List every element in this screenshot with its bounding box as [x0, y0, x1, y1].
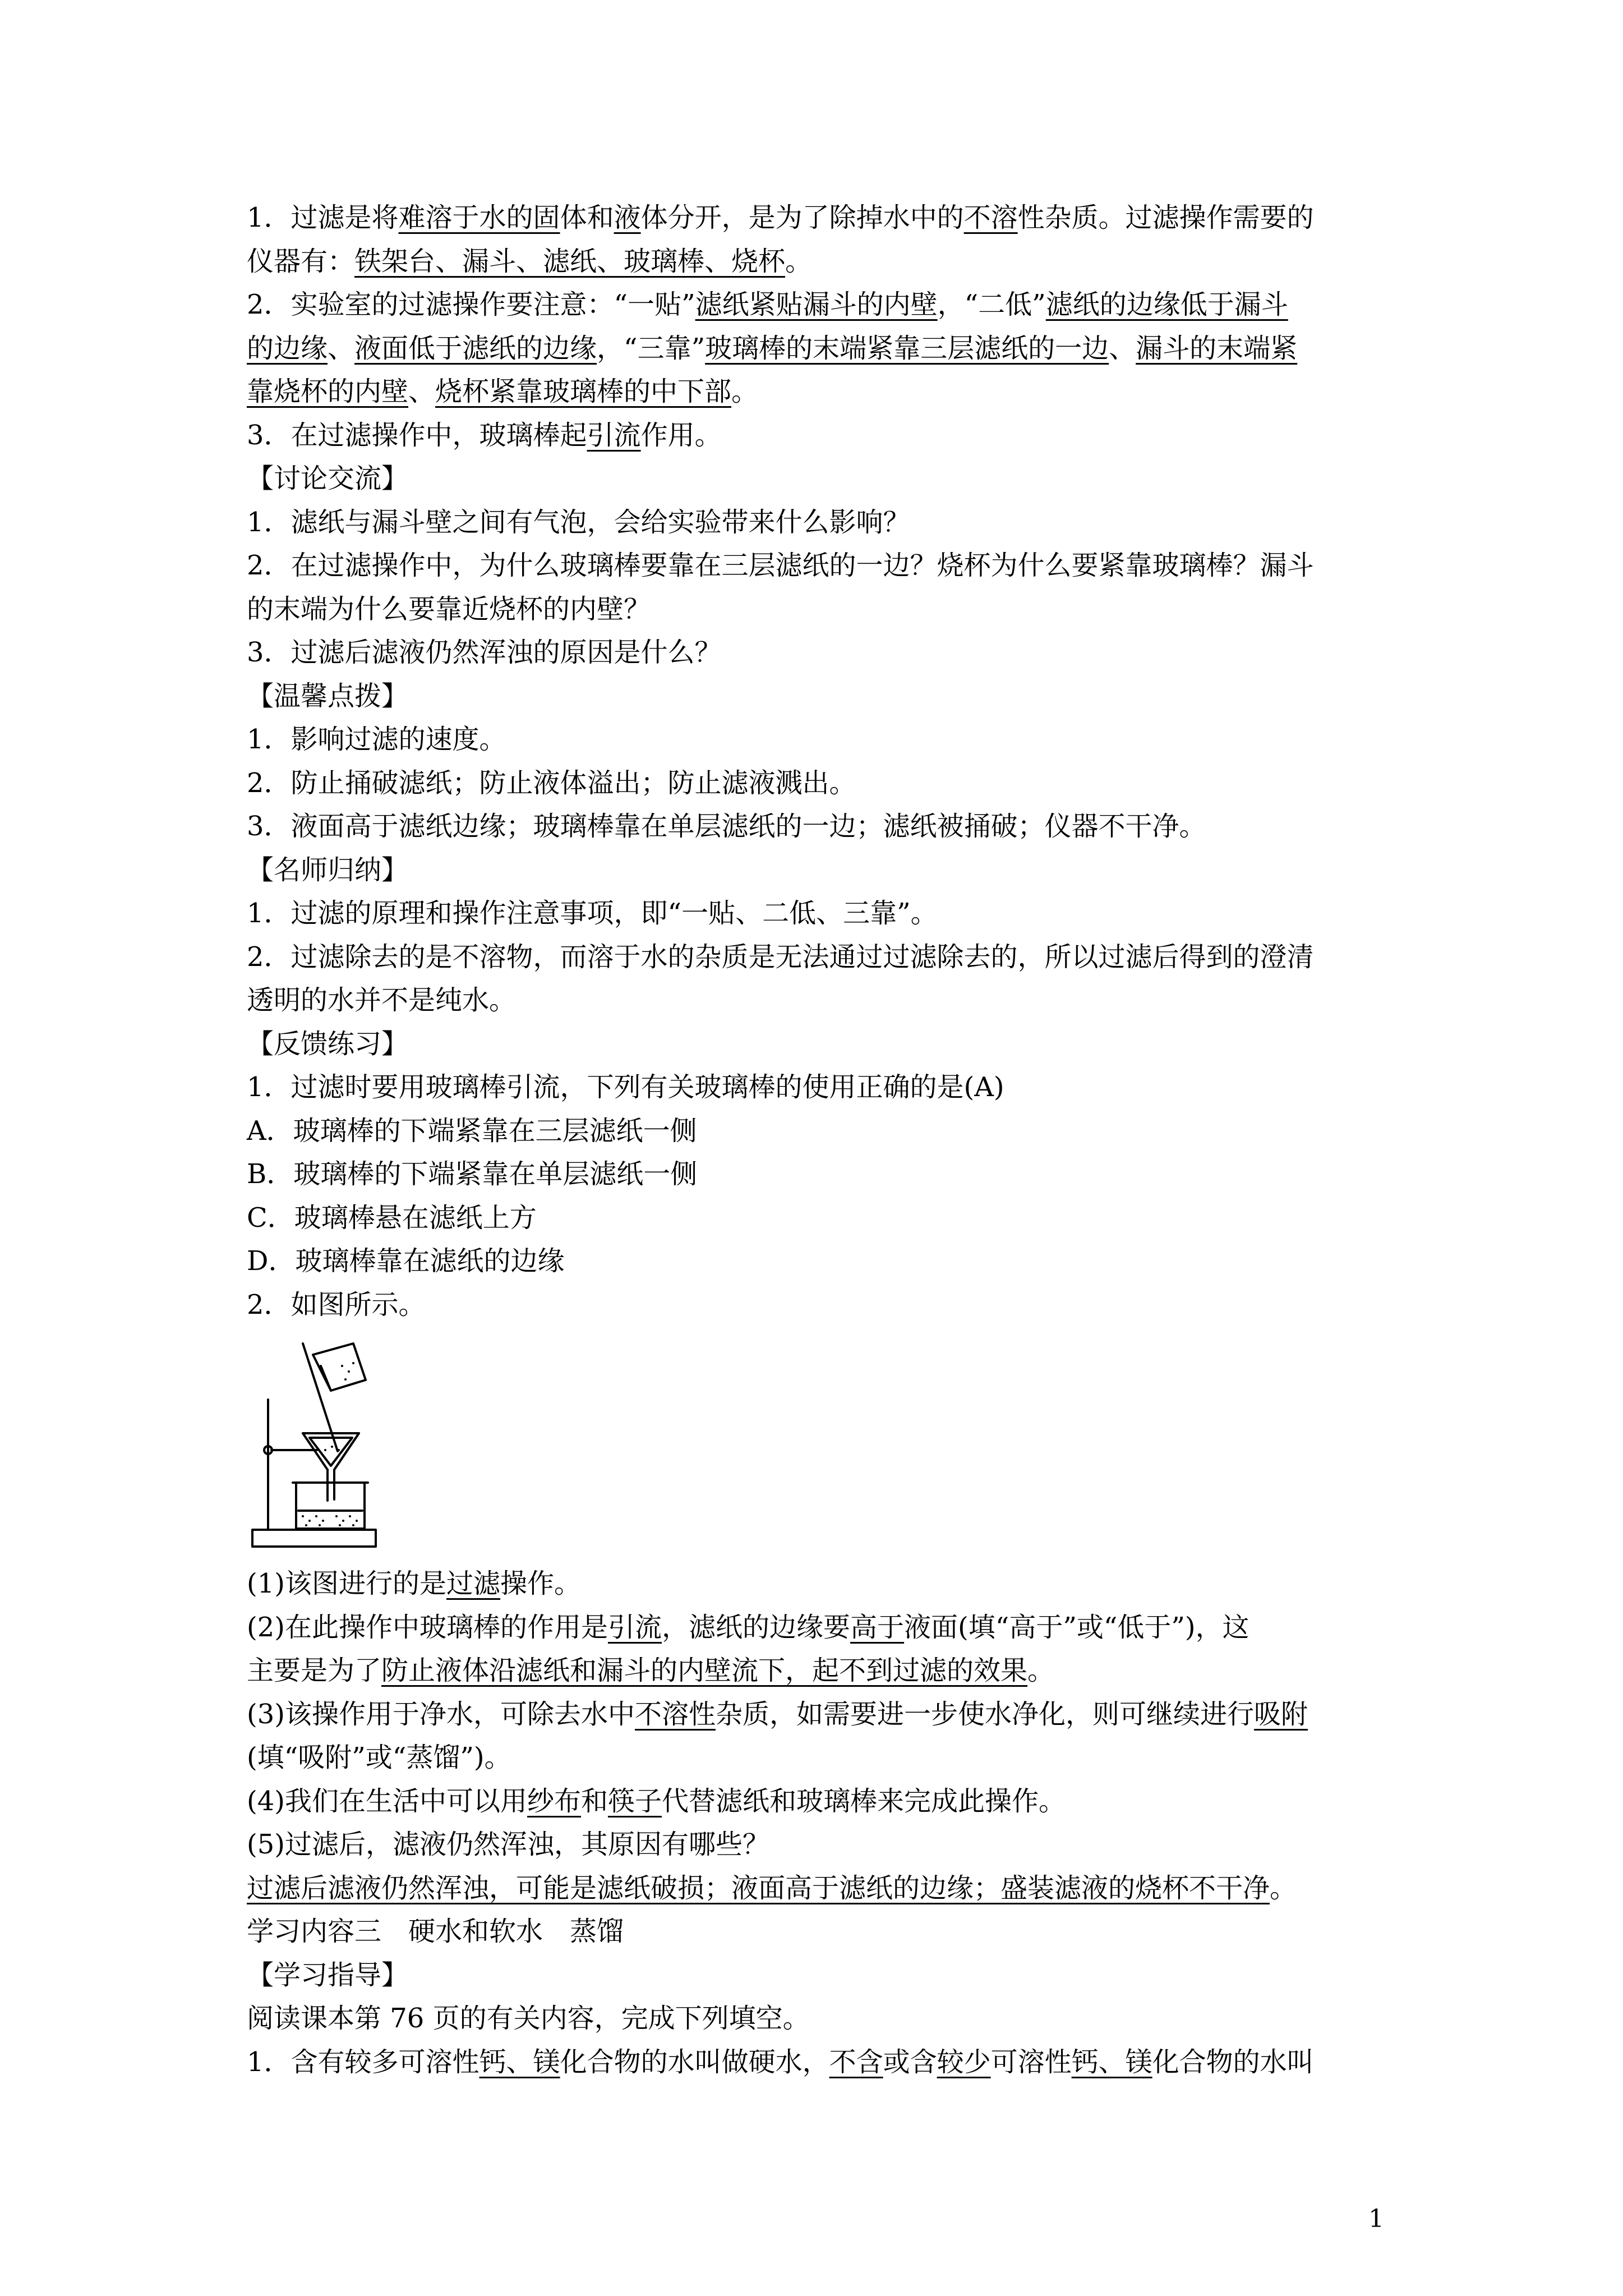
- answer-text: 烧杯紧靠玻璃棒的中下部: [435, 376, 732, 407]
- text-line: [247, 762, 1391, 806]
- text-segment: 或含: [883, 2046, 937, 2078]
- text-line: [247, 240, 1391, 284]
- answer-text: 铁架台、漏斗、滤纸、玻璃棒、烧杯: [354, 245, 786, 277]
- answer-text: 难溶于水的固: [398, 202, 560, 233]
- text-line: [247, 892, 1391, 936]
- text-segment: 化合物的水叫做硬水，: [560, 2046, 829, 2078]
- figure-row: [247, 1327, 1391, 1562]
- answer-text: 较少: [937, 2046, 991, 2078]
- text-line: [247, 805, 1391, 849]
- text-line: [247, 936, 1391, 979]
- answer-text: 高于: [850, 1611, 905, 1643]
- answer-text: 玻璃棒的末端紧靠三层滤纸的一边: [705, 332, 1109, 364]
- answer-text: 滤纸的边缘低于漏斗: [1045, 289, 1288, 320]
- answer-text: 不溶: [963, 202, 1018, 233]
- text-segment: 2．实验室的过滤操作要注意：“一贴”: [247, 289, 695, 320]
- text-line: [247, 457, 1391, 501]
- text-segment: 化合物的水叫: [1152, 2046, 1314, 2078]
- answer-text: 滤纸紧贴漏斗的内壁: [695, 289, 938, 320]
- text-segment: 操作。: [500, 1568, 582, 1599]
- text-line: [247, 544, 1391, 588]
- text-line: [247, 979, 1391, 1023]
- text-segment: 主要是为了: [247, 1655, 382, 1686]
- text-line: [247, 501, 1391, 545]
- answer-text: 液面低于滤纸的边缘: [354, 332, 597, 364]
- answer-text: 筷子: [608, 1785, 662, 1817]
- text-segment: 杂质，如需要进一步使水净化，则可继续进行: [716, 1698, 1255, 1730]
- text-line: [247, 1240, 1391, 1283]
- answer-text: 吸附: [1254, 1698, 1308, 1730]
- text-segment: 。: [1027, 1655, 1055, 1686]
- text-segment: 仪器有：: [247, 245, 355, 277]
- text-segment: B．玻璃棒的下端紧靠在单层滤纸一侧: [247, 1158, 698, 1190]
- text-line: [247, 1997, 1391, 2041]
- text-line: [247, 414, 1391, 458]
- text-segment: 的末端为什么要靠近烧杯的内壁？: [247, 593, 651, 625]
- text-line: [247, 1066, 1391, 1110]
- text-segment: 和: [581, 1785, 608, 1817]
- text-segment: 2．防止捅破滤纸；防止液体溢出；防止滤液溅出。: [247, 767, 856, 799]
- text-segment: ，“三靠”: [597, 332, 706, 364]
- answer-text: 钙、镁: [479, 2046, 560, 2078]
- text-line: [247, 588, 1391, 632]
- text-segment: 1．滤纸与漏斗壁之间有气泡，会给实验带来什么影响？: [247, 506, 910, 538]
- text-segment: 1．过滤时要用玻璃棒引流，下列有关玻璃棒的使用正确的是(A): [247, 1071, 1004, 1103]
- text-segment: 【讨论交流】: [247, 463, 409, 494]
- text-segment: (3)该操作用于净水，可除去水中: [247, 1698, 635, 1730]
- text-line: [247, 370, 1391, 414]
- text-segment: 代替滤纸和玻璃棒来完成此操作。: [662, 1785, 1066, 1817]
- text-segment: 1．过滤是将: [247, 202, 399, 233]
- text-segment: 3．在过滤操作中，玻璃棒起: [247, 419, 587, 451]
- text-segment: 、: [1109, 332, 1136, 364]
- text-segment: 2．如图所示。: [247, 1289, 426, 1320]
- text-segment: 液面(填“高于”或“低于”)，这: [904, 1611, 1249, 1643]
- text-segment: (5)过滤后，滤液仍然浑浊，其原因有哪些？: [247, 1829, 769, 1860]
- text-line: [247, 1736, 1391, 1780]
- text-line: [247, 1197, 1391, 1240]
- text-segment: 体和: [560, 202, 614, 233]
- page-content: [247, 196, 1391, 2084]
- answer-text: 防止液体沿滤纸和漏斗的内壁流下，起不到过滤的效果: [381, 1655, 1028, 1686]
- text-segment: C．玻璃棒悬在滤纸上方: [247, 1202, 537, 1234]
- text-line: [247, 1910, 1391, 1954]
- answer-text: 的边缘: [247, 332, 328, 364]
- text-segment: (2)在此操作中玻璃棒的作用是: [247, 1611, 608, 1643]
- page-number: 1: [1368, 2205, 1384, 2233]
- text-line: [247, 1867, 1391, 1911]
- text-line: [247, 327, 1391, 371]
- text-segment: 3．液面高于滤纸边缘；玻璃棒靠在单层滤纸的一边；滤纸被捅破；仪器不干净。: [247, 811, 1206, 842]
- text-block-after-figure: [247, 1562, 1391, 2084]
- text-segment: 2．过滤除去的是不溶物，而溶于水的杂质是无法通过过滤除去的，所以过滤后得到的澄清: [247, 941, 1314, 973]
- text-segment: 、: [328, 332, 355, 364]
- text-line: [247, 196, 1391, 240]
- text-line: [247, 1153, 1391, 1197]
- text-line: [247, 1954, 1391, 1998]
- text-block-before-figure: [247, 196, 1391, 1327]
- text-segment: ，滤纸的边缘要: [662, 1611, 851, 1643]
- text-line: [247, 1283, 1391, 1327]
- answer-text: 过滤后滤液仍然浑浊，可能是滤纸破损；液面高于滤纸的边缘；盛装滤液的烧杯不干净: [247, 1872, 1270, 1904]
- text-line: [247, 1023, 1391, 1066]
- text-line: [247, 1110, 1391, 1153]
- text-segment: 作用。: [640, 419, 722, 451]
- answer-text: 不含: [829, 2046, 883, 2078]
- text-segment: 1．过滤的原理和操作注意事项，即“一贴、二低、三靠”。: [247, 898, 938, 929]
- text-segment: A．玻璃棒的下端紧靠在三层滤纸一侧: [247, 1115, 697, 1147]
- answer-text: 钙、镁: [1071, 2046, 1152, 2078]
- answer-text: 纱布: [527, 1785, 582, 1817]
- text-line: [247, 631, 1391, 675]
- text-segment: 1．含有较多可溶性: [247, 2046, 479, 2078]
- text-segment: 2．在过滤操作中，为什么玻璃棒要靠在三层滤纸的一边？烧杯为什么要紧靠玻璃棒？漏斗: [247, 550, 1314, 581]
- text-segment: 1．影响过滤的速度。: [247, 724, 506, 755]
- text-segment: 。: [1270, 1872, 1297, 1904]
- text-line: [247, 1780, 1391, 1824]
- text-segment: 3．过滤后滤液仍然浑浊的原因是什么？: [247, 637, 722, 668]
- text-line: [247, 1562, 1391, 1606]
- text-segment: 学习内容三 硬水和软水 蒸馏: [247, 1916, 624, 1947]
- text-line: [247, 675, 1391, 719]
- text-segment: 。: [785, 245, 813, 277]
- answer-text: 靠烧杯的内壁: [247, 376, 409, 407]
- answer-text: 液: [614, 202, 641, 233]
- text-segment: (填“吸附”或“蒸馏”)。: [247, 1742, 511, 1773]
- answer-text: 引流: [608, 1611, 662, 1643]
- text-segment: 、: [408, 376, 436, 407]
- text-segment: D．玻璃棒靠在滤纸的边缘: [247, 1245, 565, 1277]
- text-segment: 透明的水并不是纯水。: [247, 984, 517, 1016]
- text-segment: 【反馈练习】: [247, 1028, 409, 1060]
- text-segment: 性杂质。过滤操作需要的: [1017, 202, 1314, 233]
- text-line: [247, 283, 1391, 327]
- text-segment: ，“二低”: [937, 289, 1046, 320]
- answer-text: 漏斗的末端紧: [1136, 332, 1298, 364]
- text-line: [247, 718, 1391, 762]
- answer-text: 不溶性: [635, 1698, 716, 1730]
- text-segment: 【学习指导】: [247, 1959, 409, 1991]
- text-line: [247, 1693, 1391, 1737]
- text-segment: (4)我们在生活中可以用: [247, 1785, 527, 1817]
- text-line: [247, 849, 1391, 892]
- text-line: [247, 1823, 1391, 1867]
- text-line: [247, 1649, 1391, 1693]
- answer-text: 引流: [587, 419, 641, 451]
- text-segment: (1)该图进行的是: [247, 1568, 446, 1599]
- text-line: [247, 1606, 1391, 1650]
- text-segment: 。: [731, 376, 759, 407]
- text-segment: 【温馨点拨】: [247, 680, 409, 712]
- filtration-apparatus-figure: [247, 1332, 393, 1557]
- text-segment: 可溶性: [990, 2046, 1072, 2078]
- text-segment: 体分开，是为了除掉水中的: [640, 202, 964, 233]
- answer-text: 过滤: [446, 1568, 501, 1599]
- text-line: [247, 2041, 1391, 2085]
- text-segment: 【名师归纳】: [247, 854, 409, 886]
- text-segment: 阅读课本第 76 页的有关内容，完成下列填空。: [247, 2003, 810, 2034]
